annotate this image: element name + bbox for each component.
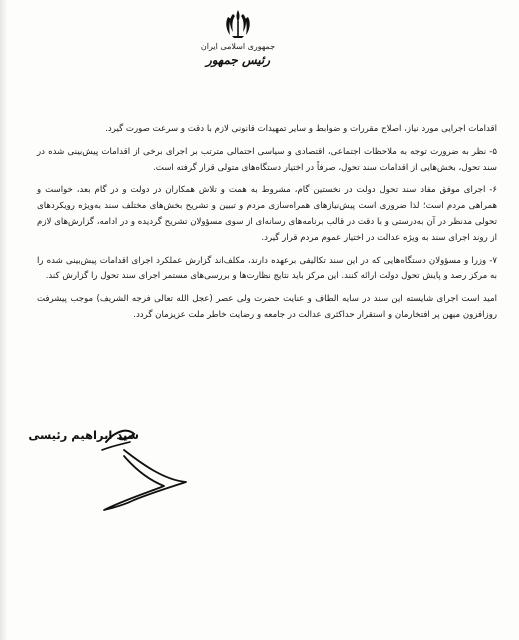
letterhead <box>190 8 286 67</box>
country-name: جمهوری اسلامی ایران <box>200 42 276 51</box>
paragraph: امید است اجرای شایسته این سند در سایه الطاف و عنایت حضرت ولی عصر (عجل الله تعالی فرجه الشریف) موجب پیشرفت روزافزون میهن پر افتخارمان و استقرار حداکثری عدالت در جامعه و رضایت خاطر ملت عزیزمان گردد. <box>37 294 497 320</box>
paragraph: ۵- نظر به ضرورت توجه به ملاحظات اجتماعی، اقتصادی و سیاسی احتمالی مترتب بر اجرای برخی از اقدامات پیش‌بینی شده در سند تحول، بخش‌هایی از اقدامات سند تحول، صرفاً در اختیار دستگاه‌های متولی قرار گرفته است. <box>37 146 497 173</box>
letter-body <box>37 122 497 331</box>
office-title: رئیس جمهور <box>205 53 271 67</box>
paragraph: ۷- وزرا و مسؤولان دستگاه‌هایی که در این سند تکالیفی برعهده دارند، مکلف‌اند گزارش عملکرد اجرای اقدامات پیش‌بینی شده را به مرکز رصد و پایش تحول دولت ارائه کنند. این مرکز باید نتایج نظارت‌ها و بررسی‌های مستمر اجرای سند تحول را گزارش کند. <box>37 255 497 282</box>
signatory-name: سید ابراهیم رئیسی <box>28 428 139 442</box>
paragraph: اقدامات اجرایی مورد نیاز، اصلاح مقررات و ضوابط و سایر تمهیدات قانونی لازم با دقت و سرعت صورت گیرد. <box>105 124 497 134</box>
paragraph: ۶- اجرای موفق مفاد سند تحول دولت در نخستین گام، مشروط به همت و تلاش همکاران در دولت و در گام بعد، خواست و همراهی مردم است؛ لذا ضروری است پیش‌نیازهای همراه‌سازی مردم و تبیین و تشریح بخش‌های مختلف سند به‌ویژه رویکردهای تحولی مدنظر در آن به‌درستی و با دقت در قالب برنامه‌های رسانه‌ای از سوی مسؤولان تشریح گردیده و در ادامه، گزارش‌های لازم از روند اجرای سند به ویژه عدالت در اختیار عموم مردم قرار گیرد. <box>37 185 497 243</box>
iran-emblem-icon <box>224 8 252 40</box>
